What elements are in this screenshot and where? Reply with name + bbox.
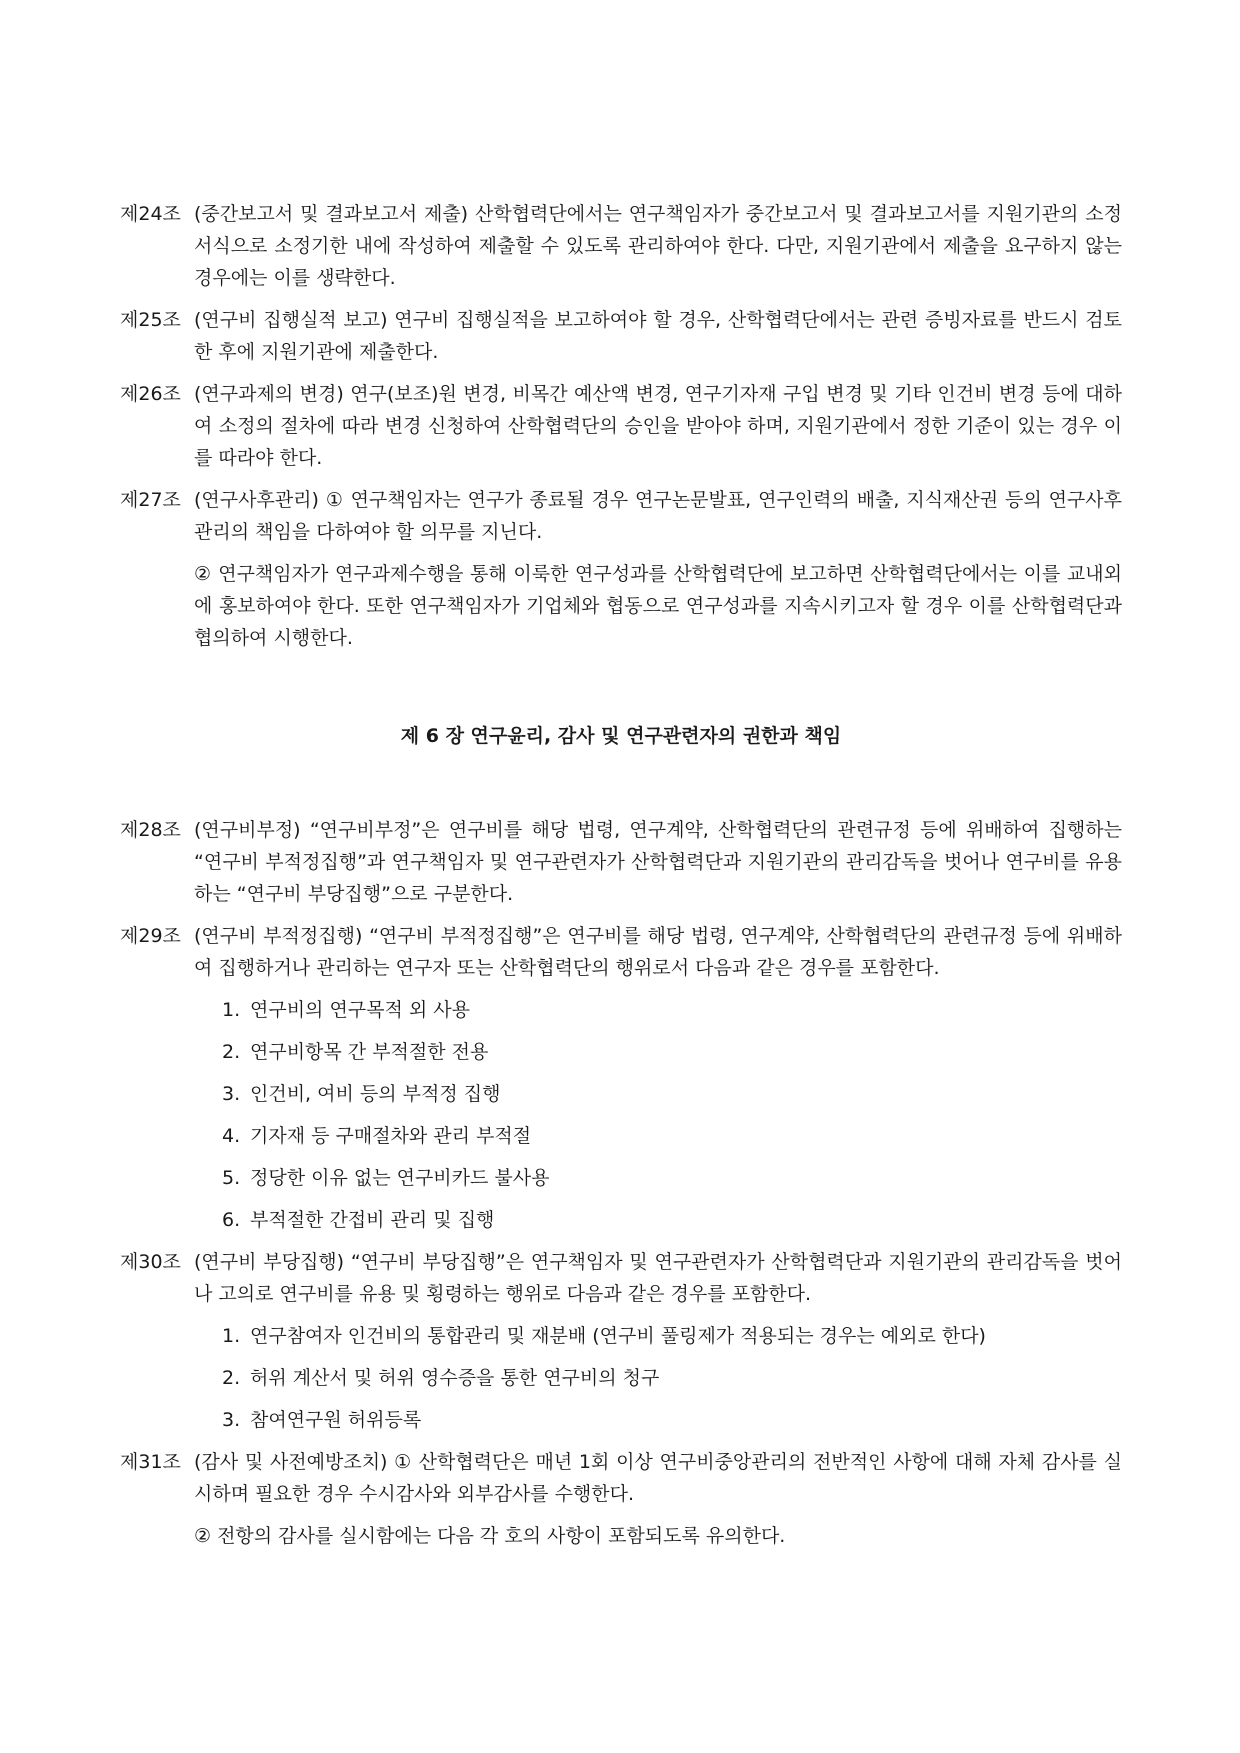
item-number: 4. — [222, 1125, 241, 1147]
item-text: 연구비항목 간 부적절한 전용 — [250, 1041, 489, 1063]
article-29 — [120, 920, 1122, 1236]
article-label: 제30조 — [120, 1251, 181, 1273]
article-text: (연구과제의 변경) 연구(보조)원 변경, 비목간 예산액 변경, 연구기자재 구입 변경 및 기타 인건비 변경 등에 대하여 소정의 절차에 따라 변경 신청하여 산학협력단의 승인을 받아야 하며, 지원기관에서 정한 기준이 있는 경우 이를 따라야 한다. — [194, 383, 1122, 469]
list-item — [194, 1320, 1122, 1352]
list-item — [194, 1036, 1122, 1068]
item-number: 6. — [222, 1209, 241, 1231]
article-label: 제28조 — [120, 819, 181, 841]
article-label: 제24조 — [120, 203, 181, 225]
item-text: 정당한 이유 없는 연구비카드 불사용 — [250, 1167, 550, 1189]
list-item — [194, 1362, 1122, 1394]
article-text: (중간보고서 및 결과보고서 제출) 산학협력단에서는 연구책임자가 중간보고서 및 결과보고서를 지원기관의 소정서식으로 소정기한 내에 작성하여 제출할 수 있도록 관리하여야 한다. 다만, 지원기관에서 제출을 요구하지 않는 경우에는 이를 생략한다. — [194, 203, 1122, 289]
item-text: 인건비, 여비 등의 부적정 집행 — [250, 1083, 501, 1105]
article-label: 제29조 — [120, 925, 181, 947]
list-item — [194, 1078, 1122, 1110]
item-text: 연구비의 연구목적 외 사용 — [250, 999, 471, 1021]
article-text: (연구비부정) “연구비부정”은 연구비를 해당 법령, 연구계약, 산학협력단의 관련규정 등에 위배하여 집행하는 “연구비 부적정집행”과 연구책임자 및 연구관련자가 산학협력단과 지원기관의 관리감독을 벗어나 연구비를 유용하는 “연구비 부당집행”으로 구분한다. — [194, 819, 1122, 905]
article-28 — [120, 814, 1122, 910]
chapter-title: 제 6 장 연구윤리, 감사 및 연구관련자의 권한과 책임 — [400, 725, 842, 747]
article-26 — [120, 378, 1122, 474]
item-number: 1. — [222, 999, 241, 1021]
article-label: 제25조 — [120, 309, 181, 331]
item-text: 허위 계산서 및 허위 영수증을 통한 연구비의 청구 — [250, 1367, 660, 1389]
item-number: 2. — [222, 1367, 241, 1389]
article-label: 제27조 — [120, 489, 181, 511]
article-text: (감사 및 사전예방조치) ① 산학협력단은 매년 1회 이상 연구비중앙관리의 전반적인 사항에 대해 자체 감사를 실시하며 필요한 경우 수시감사와 외부감사를 수행한다. — [194, 1451, 1122, 1505]
article-text: (연구비 부적정집행) “연구비 부적정집행”은 연구비를 해당 법령, 연구계약, 산학협력단의 관련규정 등에 위배하여 집행하거나 관리하는 연구자 또는 산학협력단의 행위로서 다음과 같은 경우를 포함한다. — [194, 925, 1122, 979]
list-item — [194, 994, 1122, 1026]
list-item — [194, 1162, 1122, 1194]
item-number: 5. — [222, 1167, 241, 1189]
item-number: 3. — [222, 1083, 241, 1105]
article-30 — [120, 1246, 1122, 1436]
article-27 — [120, 484, 1122, 654]
item-text: 부적절한 간접비 관리 및 집행 — [250, 1209, 495, 1231]
article-25 — [120, 304, 1122, 368]
article-text: (연구비 부당집행) “연구비 부당집행”은 연구책임자 및 연구관련자가 산학협력단과 지원기관의 관리감독을 벗어나 고의로 연구비를 유용 및 횡령하는 행위로 다음과 같은 경우를 포함한다. — [194, 1251, 1122, 1305]
list-item — [194, 1204, 1122, 1236]
item-text: 기자재 등 구매절차와 관리 부적절 — [250, 1125, 532, 1147]
item-number: 2. — [222, 1041, 241, 1063]
item-number: 3. — [222, 1409, 241, 1431]
article-paragraph-2: ② 연구책임자가 연구과제수행을 통해 이룩한 연구성과를 산학협력단에 보고하면 산학협력단에서는 이를 교내외에 홍보하여야 한다. 또한 연구책임자가 기업체와 협동으로 연구성과를 지속시키고자 할 경우 이를 산학협력단과 협의하여 시행한다. — [194, 563, 1122, 649]
item-text: 참여연구원 허위등록 — [250, 1409, 422, 1431]
article-text: (연구사후관리) ① 연구책임자는 연구가 종료될 경우 연구논문발표, 연구인력의 배출, 지식재산권 등의 연구사후관리의 책임을 다하여야 할 의무를 지닌다. — [194, 489, 1122, 543]
article-label: 제26조 — [120, 383, 181, 405]
article-text: (연구비 집행실적 보고) 연구비 집행실적을 보고하여야 할 경우, 산학협력단에서는 관련 증빙자료를 반드시 검토한 후에 지원기관에 제출한다. — [194, 309, 1122, 363]
item-text: 연구참여자 인건비의 통합관리 및 재분배 (연구비 풀링제가 적용되는 경우는 예외로 한다) — [250, 1325, 986, 1347]
list-item — [194, 1404, 1122, 1436]
article-paragraph-2: ② 전항의 감사를 실시함에는 다음 각 호의 사항이 포함되도록 유의한다. — [194, 1525, 786, 1547]
item-number: 1. — [222, 1325, 241, 1347]
article-label: 제31조 — [120, 1451, 181, 1473]
list-item — [194, 1120, 1122, 1152]
article-31 — [120, 1446, 1122, 1552]
article-24 — [120, 198, 1122, 294]
